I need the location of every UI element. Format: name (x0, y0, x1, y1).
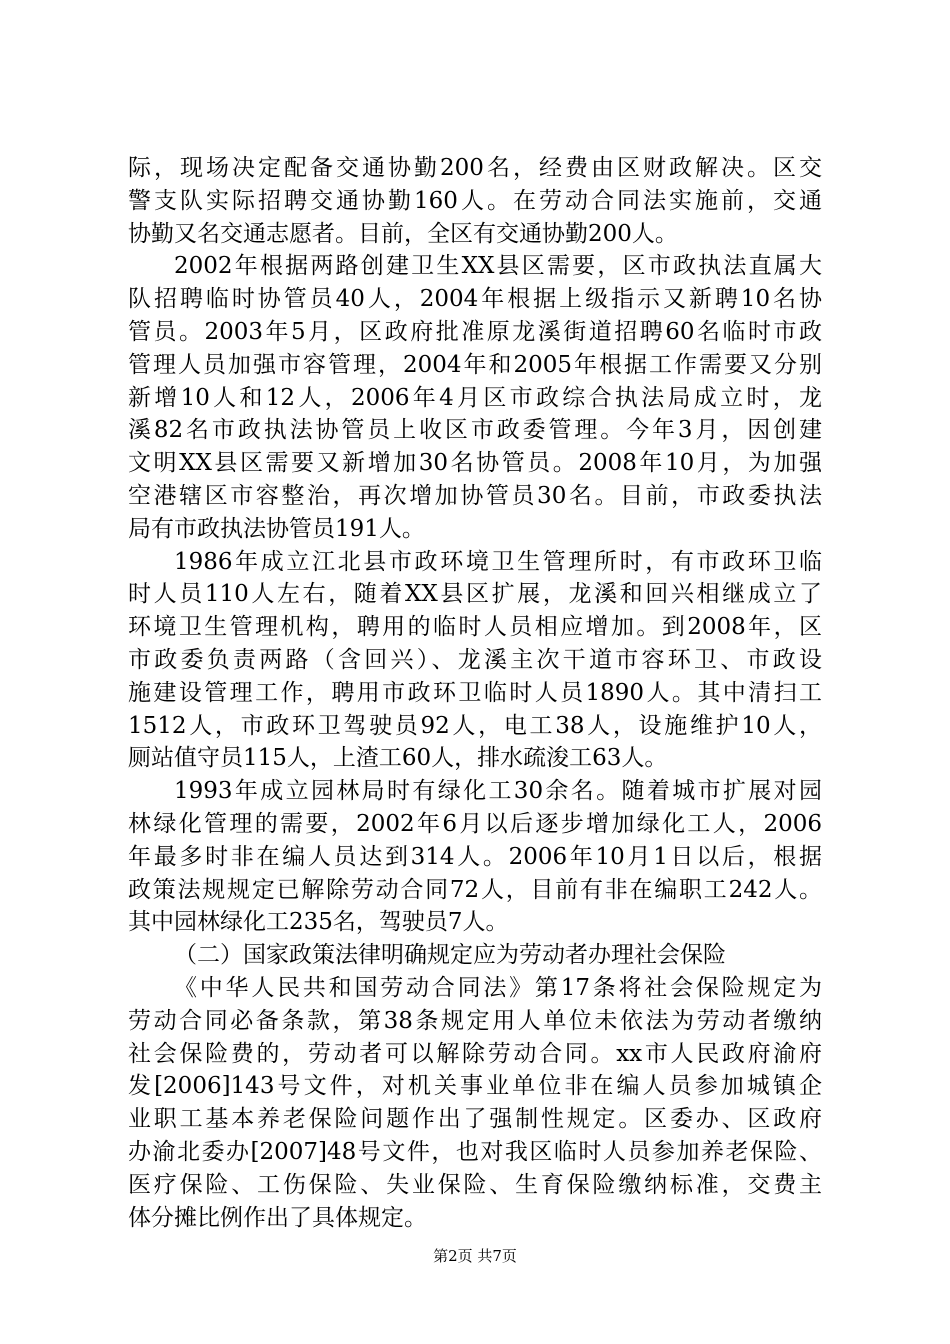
text-line: 溪82名市政执法协管员上收区市政委管理。今年3月，因创建 (128, 417, 822, 444)
text-line: 警支队实际招聘交通协勤160人。在劳动合同法实施前，交通 (128, 187, 822, 214)
text-line: 林绿化管理的需要，2002年6月以后逐步增加绿化工人，2006 (128, 810, 822, 837)
paragraph (128, 546, 822, 776)
text-line: 空港辖区市容整治，再次增加协管员30名。目前，市政委执法 (128, 482, 822, 509)
text-line: 厕站值守员115人，上渣工60人，排水疏浚工63人。 (128, 745, 668, 772)
text-line: 1512人，市政环卫驾驶员92人，电工38人，设施维护10人， (128, 712, 822, 739)
text-line: 政策法规规定已解除劳动合同72人，目前有非在编职工242人。 (128, 876, 822, 903)
text-line: 医疗保险、工伤保险、失业保险、生育保险缴纳标准，交费主 (128, 1171, 822, 1198)
document-body (128, 152, 822, 1234)
text-line: 时人员110人左右，随着XX县区扩展，龙溪和回兴相继成立了 (128, 581, 822, 608)
text-line: 社会保险费的，劳动者可以解除劳动合同。xx市人民政府渝府 (128, 1040, 822, 1067)
text-line: 局有市政执法协管员191人。 (128, 515, 425, 542)
text-line: 2002年根据两路创建卫生XX县区需要，区市政执法直属大 (174, 253, 822, 280)
paragraph (128, 250, 822, 545)
text-line: 年最多时非在编人员达到314人。2006年10月1日以后，根据 (128, 843, 822, 870)
text-line: 劳动合同必备条款，第38条规定用人单位未依法为劳动者缴纳 (128, 1007, 822, 1034)
text-line: 际，现场决定配备交通协勤200名，经费由区财政解决。区交 (128, 155, 822, 181)
text-line: 市政委负责两路（含回兴）、龙溪主次干道市容环卫、市政设 (128, 646, 822, 673)
page-footer: 第2页 共7页 (433, 1247, 517, 1265)
text-line: 文明XX县区需要又新增加30名协管员。2008年10月，为加强 (128, 450, 822, 477)
paragraph (128, 939, 822, 972)
text-line: 环境卫生管理机构，聘用的临时人员相应增加。到2008年，区 (128, 614, 822, 641)
text-line: 发[2006]143号文件，对机关事业单位非在编人员参加城镇企 (128, 1073, 822, 1100)
text-line: 体分摊比例作出了具体规定。 (128, 1204, 427, 1231)
text-line: 其中园林绿化工235名，驾驶员7人。 (128, 909, 509, 936)
text-line: 协勤又名交通志愿者。目前，全区有交通协勤200人。 (128, 220, 678, 247)
text-line: 《中华人民共和国劳动合同法》第17条将社会保险规定为 (174, 974, 822, 1001)
text-line: 办渝北委办[2007]48号文件，也对我区临时人员参加养老保险、 (128, 1138, 822, 1165)
text-line: 1986年成立江北县市政环境卫生管理所时，有市政环卫临 (174, 548, 822, 575)
text-line: 队招聘临时协管员40人，2004年根据上级指示又新聘10名协 (128, 286, 822, 313)
text-line: 管理人员加强市容管理，2004年和2005年根据工作需要又分别 (128, 351, 822, 378)
text-line: 业职工基本养老保险问题作出了强制性规定。区委办、区政府 (128, 1106, 822, 1133)
paragraph (128, 972, 822, 1234)
paragraph (128, 775, 822, 939)
text-line: 新增10人和12人，2006年4月区市政综合执法局成立时，龙 (128, 384, 822, 411)
text-line: 1993年成立园林局时有绿化工30余名。随着城市扩展对园 (174, 778, 822, 805)
paragraph (128, 152, 822, 250)
text-line: （二）国家政策法律明确规定应为劳动者办理社会保险 (174, 942, 726, 969)
text-line: 管员。2003年5月，区政府批准原龙溪街道招聘60名临时市政 (128, 318, 822, 345)
text-line: 施建设管理工作，聘用市政环卫临时人员1890人。其中清扫工 (128, 679, 822, 706)
